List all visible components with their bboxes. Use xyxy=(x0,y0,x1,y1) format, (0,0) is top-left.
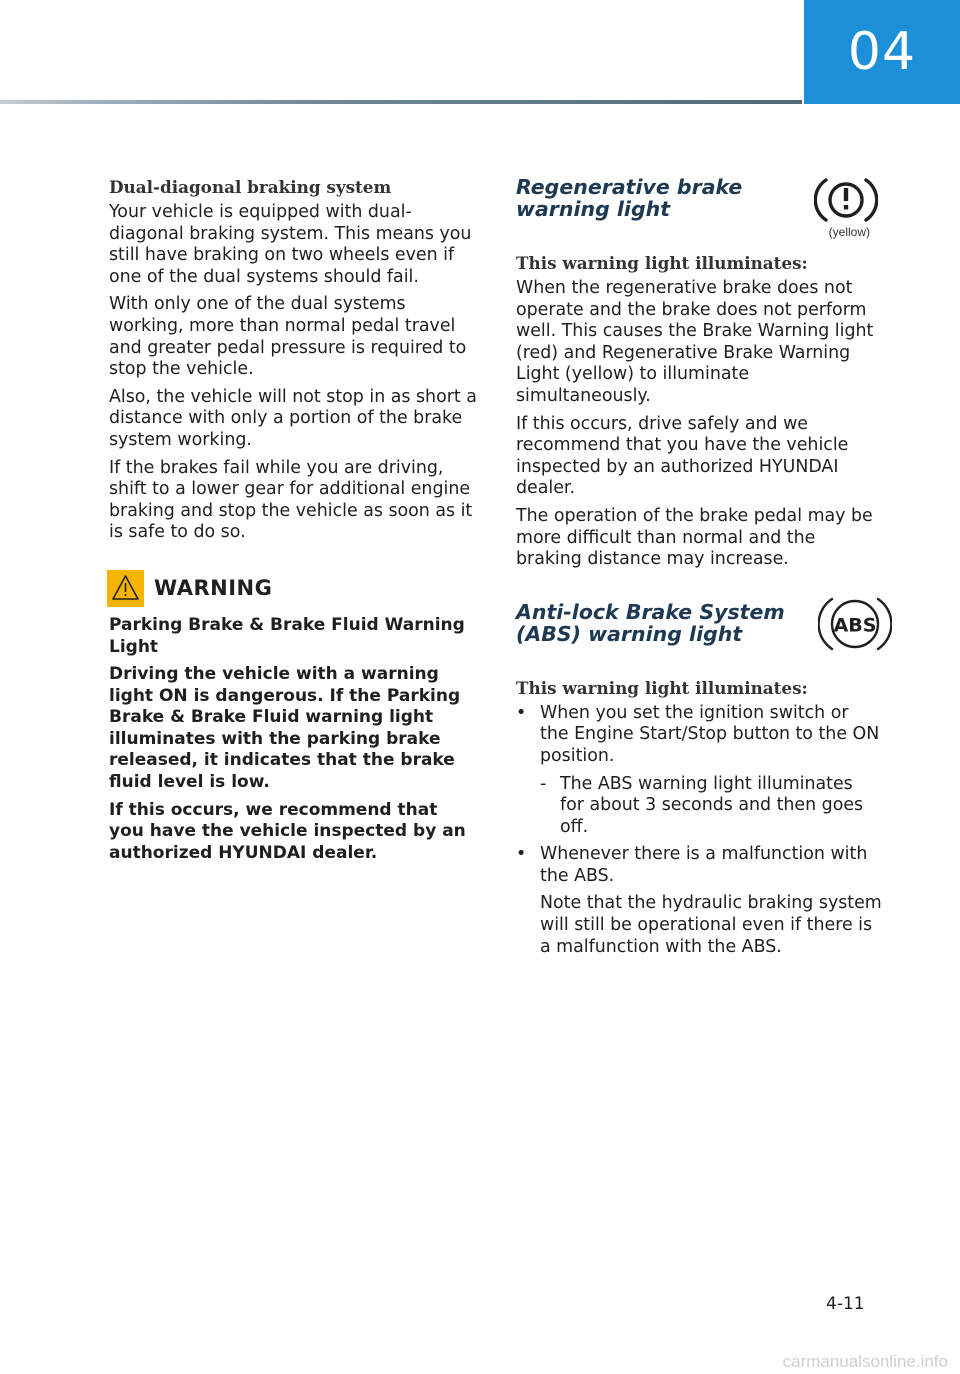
dual-paragraph-4: If the brakes fail while you are driving, shift to a lower gear for additional engine braking and stop the vehicle as soon as it is safe to do so. xyxy=(109,457,473,543)
abs-subhead: This warning light illuminates: xyxy=(516,677,808,698)
warning-triangle-icon xyxy=(107,570,144,607)
watermark: carmanualsonline.info xyxy=(782,1352,948,1371)
header-rule xyxy=(0,100,802,104)
dual-paragraph-1: Your vehicle is equipped with dual-diagonal braking system. This means you still have braking on two wheels even if one of the dual systems should fail. xyxy=(109,202,472,287)
right-column xyxy=(516,176,882,964)
regen-subhead: This warning light illuminates: xyxy=(516,253,808,273)
abs-title: Anti-lock Brake System (ABS) warning light xyxy=(516,599,785,646)
bullet-symbol: • xyxy=(516,702,527,723)
warning-title: WARNING xyxy=(154,576,273,601)
dual-diagonal-heading: Dual-diagonal braking system xyxy=(109,177,392,197)
abs-bullet-list xyxy=(516,703,882,959)
page-number: 4-11 xyxy=(826,1294,865,1314)
abs-warning-icon xyxy=(818,593,892,655)
regen-paragraph-1: When the regenerative brake does not operate and the brake does not perform well. This causes the Brake Warning light (red) and Regenerative Brake Warning Light (yellow) to illuminate simultaneously. xyxy=(516,278,874,406)
abs-section-header xyxy=(516,601,882,677)
regen-paragraph-3: The operation of the brake pedal may be more difficult than normal and the braking distance may increase. xyxy=(516,505,873,570)
dual-paragraph-2: With only one of the dual systems working, more than normal pedal travel and greater pedal pressure is required to stop the vehicle. xyxy=(109,294,467,380)
warning-line-2: Driving the vehicle with a warning light ON is dangerous. If the Parking Brake & Brake Fluid warning light illuminates with the parking brake released, it indicates that the brake fluid level is low. xyxy=(109,664,461,793)
chapter-tab: 04 xyxy=(804,0,960,104)
dash-symbol: - xyxy=(540,773,547,794)
regen-icon-caption: (yellow) xyxy=(828,225,870,239)
abs-note: Note that the hydraulic braking system will still be operational even if there is a malfunction with the ABS. xyxy=(540,893,882,957)
warning-header xyxy=(109,570,477,607)
list-item xyxy=(516,844,882,958)
abs-icon-text: ABS xyxy=(833,614,877,637)
bullet-symbol: • xyxy=(516,844,527,865)
abs-bullet-1: When you set the ignition switch or the Engine Start/Stop button to the ON position. xyxy=(540,702,880,766)
warning-line-3: If this occurs, we recommend that you have the vehicle inspected by an authorized HYUNDAI dealer. xyxy=(109,799,466,863)
regen-title: Regenerative brake warning light xyxy=(516,175,743,221)
regen-paragraph-2: If this occurs, drive safely and we recommend that you have the vehicle inspected by an authorized HYUNDAI dealer. xyxy=(516,413,849,499)
abs-sub-item xyxy=(540,774,882,839)
abs-sub-1: The ABS warning light illuminates for about 3 seconds and then goes off. xyxy=(560,773,864,837)
warning-line-1: Parking Brake & Brake Fluid Warning Light xyxy=(109,614,465,657)
regen-section-header xyxy=(516,176,882,252)
dual-paragraph-3: Also, the vehicle will not stop in as short a distance with only a portion of the brake system working. xyxy=(109,386,477,450)
left-column xyxy=(109,176,477,870)
brake-warning-exclamation-icon xyxy=(814,176,878,224)
abs-bullet-2: Whenever there is a malfunction with the ABS. xyxy=(540,844,868,886)
list-item xyxy=(516,703,882,839)
